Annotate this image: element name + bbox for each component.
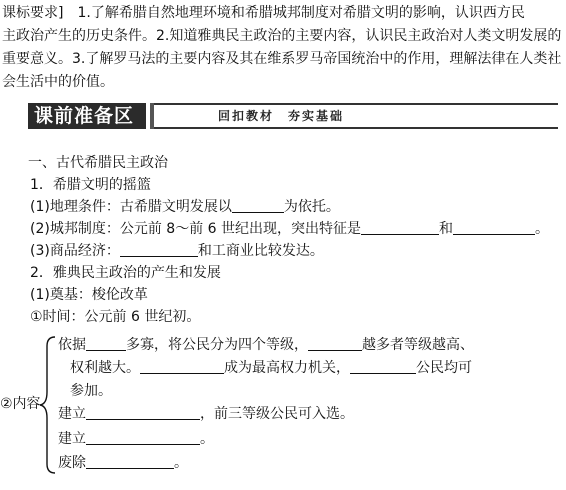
blank-highest-organ[interactable] [140,358,224,374]
content-row-4: 建立 ，前三等级公民可入选。 [58,406,354,422]
blank-feature-2[interactable] [453,219,535,235]
blank-establish-1[interactable] [86,404,200,420]
subheading-athens: 2．雅典民主政治的产生和发展 [30,265,221,281]
intro-line-3: 重要意义。3.了解罗马法的主要内容及其在维系罗马帝国统治中的作用，理解法律在人类社 [2,51,562,67]
blank-feature-1[interactable] [361,219,439,235]
banner-subtitle: 回扣教材 夯实基础 [218,109,345,123]
content-row-3: 参加。 [70,383,112,399]
blank-more[interactable] [308,335,362,351]
commerce-line: (3)商品经济： 和工商业比较发达。 [30,243,324,259]
content-row-5: 建立 。 [58,431,214,447]
blank-basis[interactable] [86,335,126,351]
intro-line-1: 课标要求] 1.了解希腊自然地理环境和希腊城邦制度对希腊文明的影响，认识西方民 [2,5,525,21]
blank-commerce[interactable] [120,241,198,257]
city-state-line: (2)城邦制度：公元前 8～前 6 世纪出现，突出特征是 和 。 [30,221,549,237]
subheading-cradle: 1．希腊文明的摇篮 [30,177,151,193]
blank-abolish[interactable] [86,453,174,469]
banner-title: 课前准备区 [28,103,146,129]
foundation-line: (1)奠基：梭伦改革 [30,287,148,303]
blank-establish-2[interactable] [86,429,200,445]
content-row-2: 权利越大。 成为最高权力机关， 公民均可 [70,360,472,376]
blank-geography[interactable] [232,197,284,213]
content-label: ②内容 [0,396,41,412]
intro-line-2: 主政治产生的历史条件。2.知道雅典民主政治的主要内容，认识民主政治对人类文明发展的 [2,28,562,44]
time-line: ①时间：公元前 6 世纪初。 [30,309,201,325]
brace-icon [38,336,58,474]
blank-citizens[interactable] [350,358,416,374]
content-row-6: 废除 。 [58,455,188,471]
geography-line: (1)地理条件：古希腊文明发展以 为依托。 [30,199,340,215]
banner-divider [150,103,154,129]
intro-line-4: 会生活中的价值。 [2,74,114,90]
section-banner [28,103,558,129]
section-heading: 一、古代希腊民主政治 [28,155,168,171]
content-row-1: 依据 多寡，将公民分为四个等级， 越多者等级越高、 [58,337,474,353]
